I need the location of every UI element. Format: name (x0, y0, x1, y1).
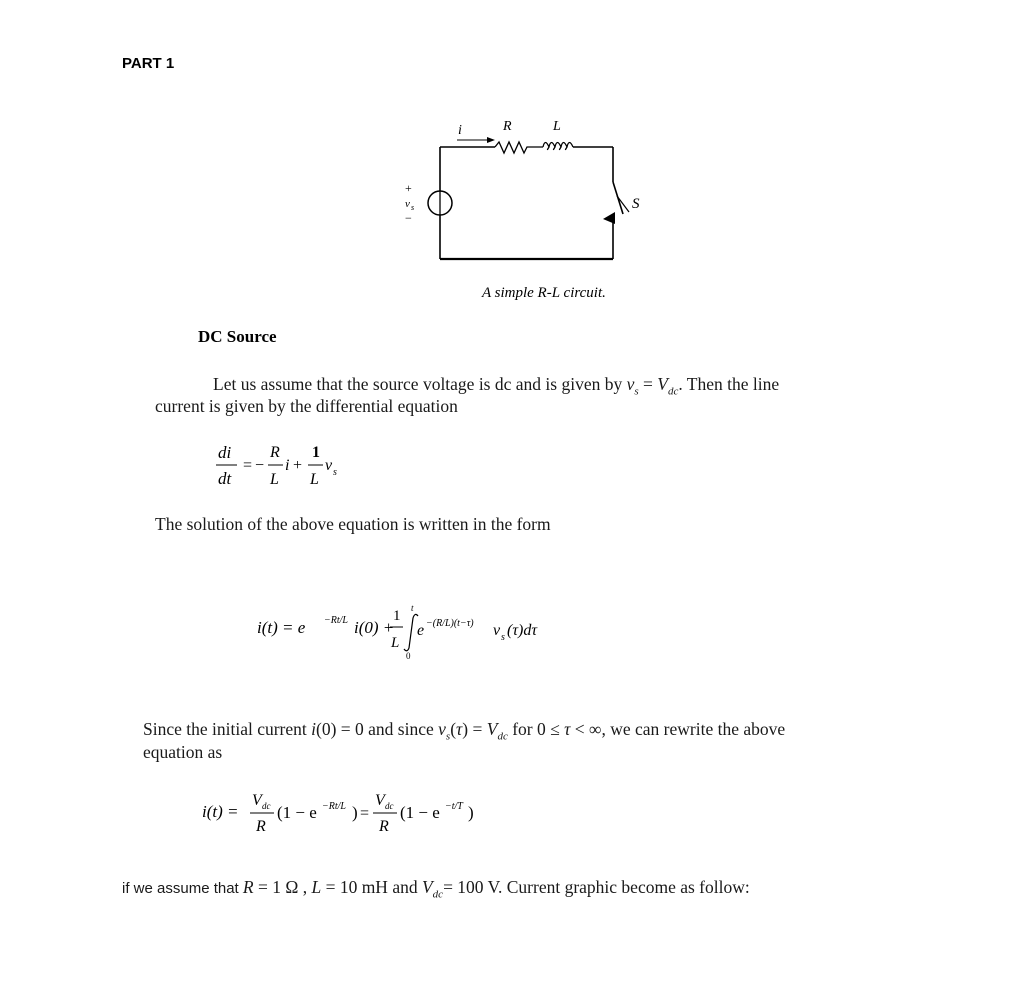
solution-equation (255, 598, 565, 662)
eq2-tail-sub: s (501, 632, 505, 643)
eq3-dc2: dc (385, 801, 394, 811)
final-text-a: if we assume that (122, 880, 243, 897)
final-dc: dc (432, 888, 444, 901)
para3-vdc-sub: dc (497, 730, 508, 743)
section-title: DC Source (198, 327, 277, 346)
current-equation (200, 787, 490, 839)
final-R: R (242, 877, 254, 897)
eq3-close1: ) (352, 803, 358, 822)
eq2-one: 1 (393, 608, 401, 624)
para3-i0: i (311, 719, 317, 739)
para3-text-e: for 0 ≤ (507, 719, 565, 739)
eq3-R2: R (379, 818, 389, 835)
para3-text-d: ) = (462, 719, 487, 739)
para1-vdc: V (657, 374, 668, 394)
final-L: L (311, 877, 322, 897)
paragraph-intro-line2: current is given by the differential equation (155, 396, 458, 416)
paragraph-initial-condition-line1 (143, 718, 785, 748)
label-switch: S (632, 196, 640, 212)
para3-vs-sub: s (445, 730, 451, 743)
eq2-lhs: i(t) = e (257, 618, 306, 637)
rl-circuit-diagram (395, 112, 665, 272)
eq1-equals: = (243, 457, 253, 474)
label-inductor: L (553, 119, 561, 134)
eq1-i: i (285, 457, 290, 474)
final-text-c: = 10 mH and (321, 877, 422, 897)
para3-vs: v (438, 719, 446, 739)
eq2-tail2: (τ)dτ (507, 622, 538, 639)
paragraph-initial-condition-line2: equation as (143, 742, 223, 762)
eq1-plus: + (293, 457, 303, 474)
eq1-R: R (270, 444, 280, 461)
eq1-L2: L (310, 471, 319, 488)
eq2-e: e (417, 622, 425, 639)
label-plus: + (405, 181, 412, 195)
para3-tau2: τ (564, 719, 571, 739)
eq3-V: V (252, 792, 262, 809)
para3-text-f: < ∞, we can rewrite the above (570, 719, 786, 739)
switch-mark (617, 196, 629, 212)
eq1-one: 1 (312, 444, 320, 461)
eq3-paren2: (1 − e (400, 803, 440, 822)
para1-vs-sub: s (634, 385, 639, 398)
eq2-exp1: −Rt/L (324, 615, 348, 626)
resistor-symbol (495, 142, 543, 153)
final-V: V (421, 877, 433, 897)
eq3-close2: ) (468, 803, 474, 822)
para1-text-b: . Then the line (678, 374, 780, 394)
eq1-minus: − (255, 457, 265, 474)
para1-vs: v (626, 374, 635, 394)
label-vs-sub: s (411, 203, 415, 212)
eq1-vs-sub: s (333, 467, 337, 478)
final-text-d: = 100 V. Current graphic become as follow: (443, 877, 750, 897)
para1-equals: = (638, 374, 658, 394)
final-text-b: = 1 Ω , (253, 877, 312, 897)
eq3-equals: = (360, 805, 370, 822)
label-resistor: R (503, 119, 512, 134)
eq2-lower: 0 (406, 651, 411, 661)
differential-equation (213, 440, 373, 492)
eq3-exp1: −Rt/L (322, 801, 346, 812)
eq3-exp2: −t/T (445, 801, 463, 812)
eq2-tail: v (493, 622, 501, 639)
eq1-L: L (270, 471, 279, 488)
eq3-lhs: i(t) = (202, 802, 239, 821)
eq3-dc: dc (262, 801, 271, 811)
para1-vdc-sub: dc (667, 385, 679, 398)
eq2-exp2: −(R/L)(t−τ) (426, 618, 474, 629)
eq1-dt: dt (218, 469, 232, 488)
final-assumption-line (122, 876, 750, 906)
eq3-R: R (256, 818, 266, 835)
label-current: i (458, 123, 462, 138)
eq2-upper: t (411, 603, 414, 613)
para3-text-a: Since the initial current (143, 719, 312, 739)
eq1-di: di (218, 443, 232, 462)
inductor-symbol (543, 143, 573, 150)
para3-text-c: ( (450, 719, 457, 739)
figure-caption: A simple R-L circuit. (482, 285, 606, 301)
para1-text-a: Let us assume that the source voltage is dc and is given by (213, 374, 627, 394)
page-heading: PART 1 (122, 55, 175, 72)
paragraph-solution: The solution of the above equation is written in the form (155, 514, 551, 534)
para3-vdc: V (486, 719, 498, 739)
label-vs: v (405, 198, 410, 210)
eq3-paren1: (1 − e (277, 803, 317, 822)
para3-text-b: (0) = 0 and since (316, 719, 439, 739)
label-minus: − (405, 211, 412, 225)
eq3-V2: V (375, 792, 385, 809)
eq2-L: L (391, 635, 400, 651)
current-arrowhead (487, 137, 495, 143)
eq2-mid: i(0) + (354, 618, 395, 637)
eq1-vs: v (325, 457, 333, 474)
para3-tau: τ (456, 719, 463, 739)
integral-sign (404, 614, 418, 650)
